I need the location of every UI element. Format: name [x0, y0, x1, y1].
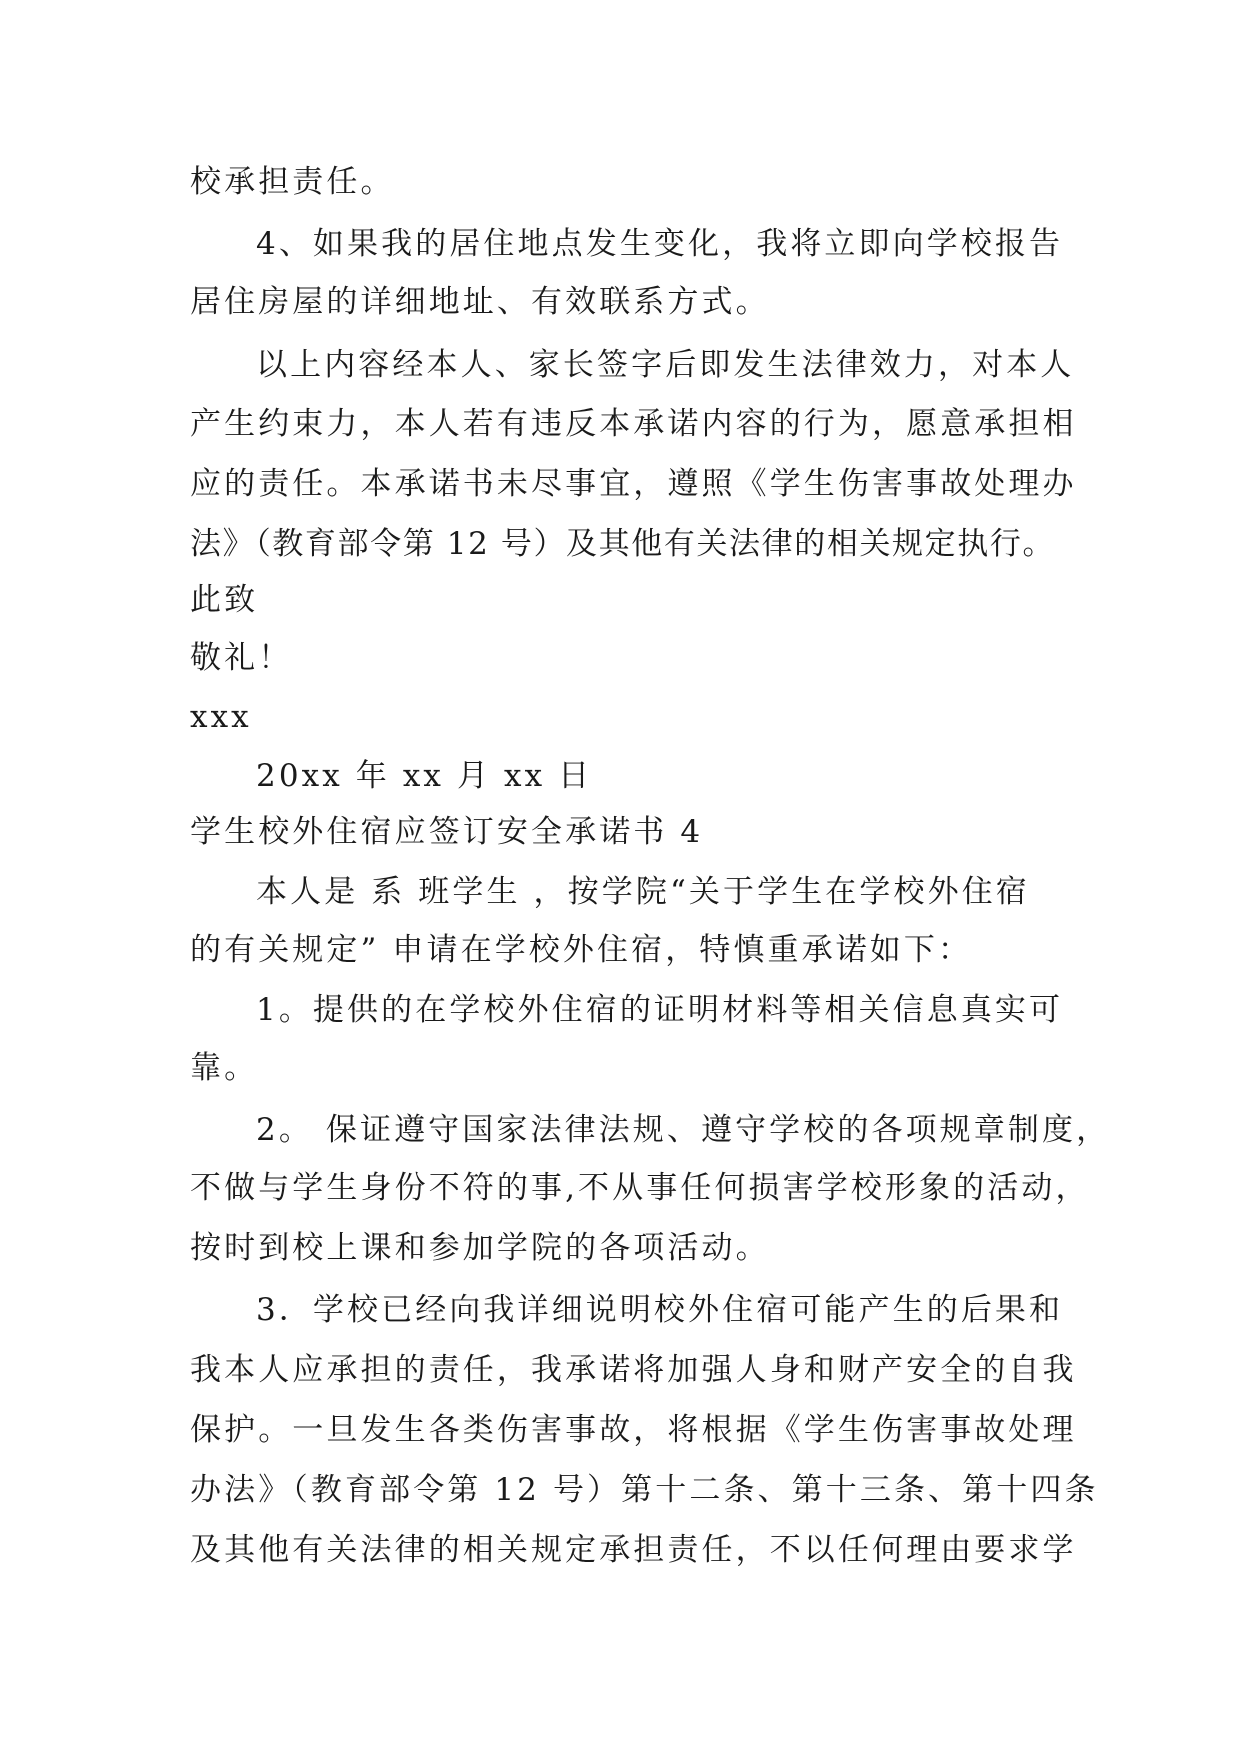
text-line: 按时到校上课和参加学院的各项活动。 [190, 1230, 770, 1266]
section-title: 学生校外住宿应签订安全承诺书 4 [190, 814, 704, 850]
text-line: 3．学校已经向我详细说明校外住宿可能产生的后果和 [256, 1292, 1064, 1328]
text-line: 居住房屋的详细地址、有效联系方式。 [190, 284, 770, 320]
text-line: 法》（教育部令第 12 号）及其他有关法律的相关规定执行。 [190, 526, 1056, 562]
text-line: 应的责任。本承诺书未尽事宜，遵照《学生伤害事故处理办 [190, 466, 1077, 502]
text-line: 2。 保证遵守国家法律法规、遵守学校的各项规章制度， [256, 1112, 1111, 1148]
text-line: 的有关规定” 申请在学校外住宿，特慎重承诺如下： [190, 932, 973, 968]
closing-line: 此致 [190, 582, 259, 618]
text-line: 本人是 系 班学生 ，按学院“关于学生在学校外住宿 [256, 874, 1030, 910]
text-line: 靠。 [190, 1050, 259, 1086]
text-line: 以上内容经本人、家长签字后即发生法律效力，对本人 [256, 347, 1075, 383]
text-line: 1。提供的在学校外住宿的证明材料等相关信息真实可 [256, 992, 1064, 1028]
text-line: 4、如果我的居住地点发生变化，我将立即向学校报告 [256, 226, 1064, 262]
date-line: 20xx 年 xx 月 xx 日 [256, 758, 593, 794]
text-line: 不做与学生身份不符的事,不从事任何损害学校形象的活动， [190, 1170, 1090, 1206]
text-line: 及其他有关法律的相关规定承担责任，不以任何理由要求学 [190, 1532, 1077, 1568]
text-line: 校承担责任。 [190, 164, 395, 200]
closing-line: 敬礼！ [190, 640, 293, 676]
text-line: 产生约束力，本人若有违反本承诺内容的行为，愿意承担相 [190, 406, 1077, 442]
text-line: 我本人应承担的责任，我承诺将加强人身和财产安全的自我 [190, 1352, 1077, 1388]
text-line: 保护。一旦发生各类伤害事故，将根据《学生伤害事故处理 [190, 1412, 1077, 1448]
text-line: 办法》（教育部令第 12 号）第十二条、第十三条、第十四条 [190, 1472, 1099, 1508]
signature-line: xxx [190, 699, 252, 735]
